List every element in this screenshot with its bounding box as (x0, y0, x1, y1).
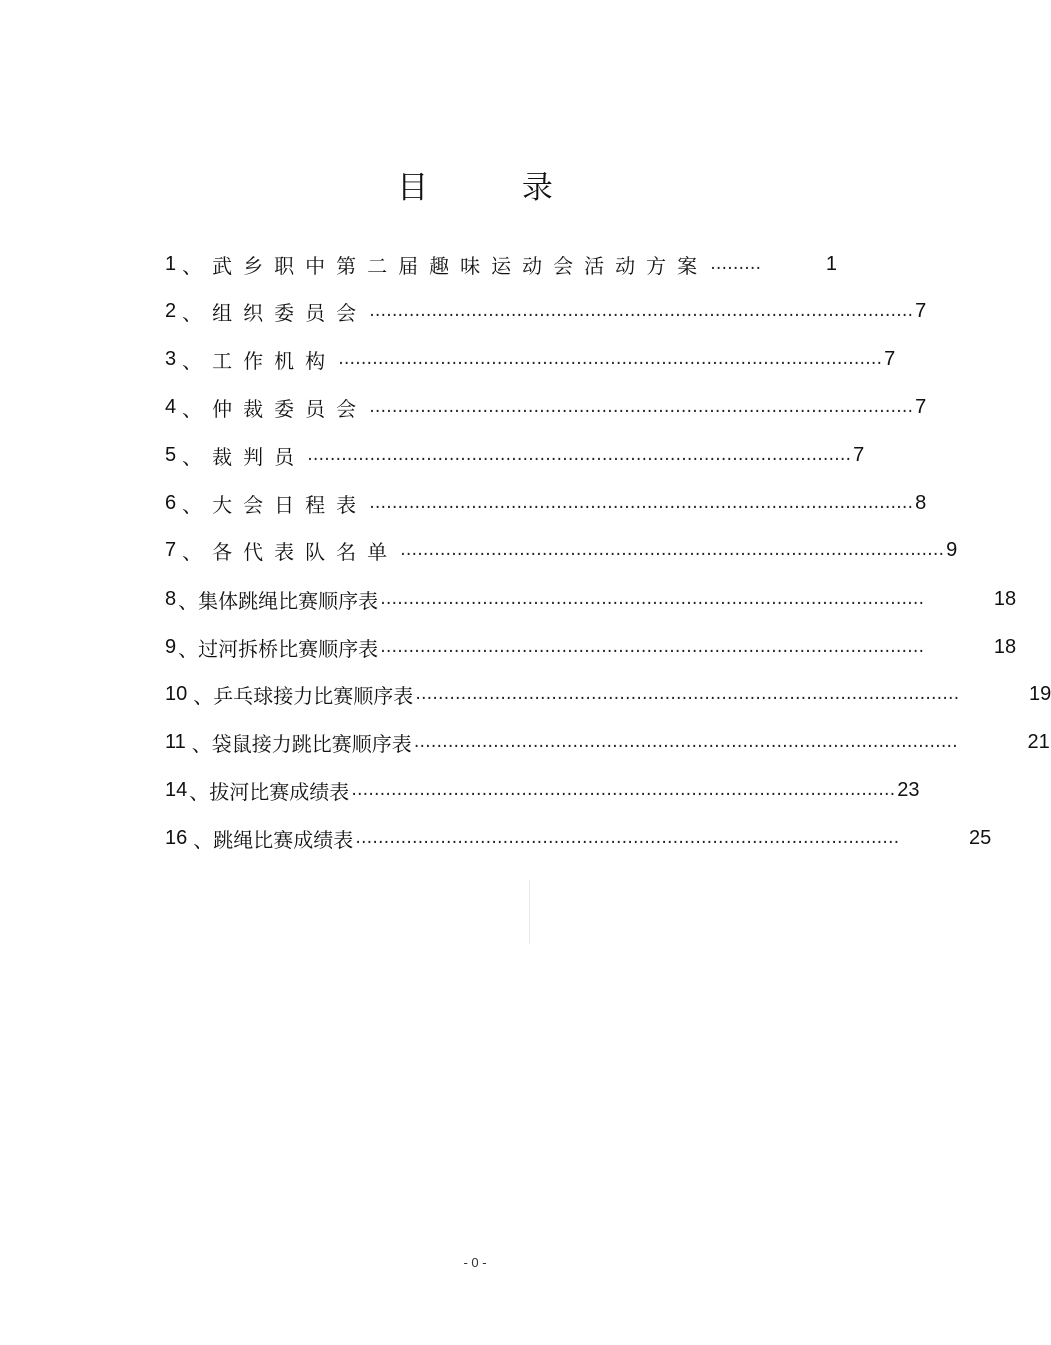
toc-entry-leader: …………………………………………………………………………………… (380, 589, 925, 609)
toc-entry-number: 6 (165, 491, 177, 514)
toc-entry-number: 11 (165, 730, 186, 753)
toc-entry-leader: …………………………………………………………………………………… (351, 780, 896, 800)
toc-entry-page: 18 (993, 635, 1017, 658)
toc-entry-4[interactable] (165, 389, 927, 425)
toc-entry-title: 武乡职中第二届趣味运动会活动方案 (212, 253, 709, 278)
toc-entry-11[interactable] (165, 724, 1050, 760)
toc-entry-page: 8 (915, 491, 927, 514)
toc-entry-number: 7 (165, 538, 177, 561)
toc-entry-number: 16 (165, 826, 188, 849)
toc-entry-page: 19 (1029, 682, 1051, 705)
toc-entry-title: 集体跳绳比赛顺序表 (198, 588, 379, 613)
toc-entry-separator: 、 (182, 444, 203, 469)
toc-entry-page: 7 (915, 299, 927, 322)
toc-entry-page: 23 (897, 778, 920, 801)
toc-entry-number: 14 (165, 778, 188, 801)
toc-entry-leader: …………………………………………………………………………………… (355, 828, 900, 848)
page-title: 目 录 (397, 170, 595, 206)
toc-entry-title: 大会日程表 (212, 492, 368, 517)
toc-entry-1[interactable] (165, 246, 837, 282)
divider-line (529, 880, 530, 944)
toc-entry-number: 10 (165, 682, 188, 705)
toc-entry-16[interactable] (165, 820, 992, 856)
toc-entry-number: 2 (165, 299, 177, 322)
toc-entry-separator: 、 (182, 300, 203, 325)
toc-entry-leader: …………………………………………………………………………………… (338, 349, 883, 369)
toc-entry-separator: 、 (178, 588, 199, 613)
toc-entry-separator: 、 (191, 731, 212, 756)
toc-entry-separator: 、 (193, 683, 214, 708)
toc-entry-title: 袋鼠接力跳比赛顺序表 (211, 731, 412, 756)
toc-entry-leader: …………………………………………………………………………………… (307, 445, 852, 465)
toc-entry-number: 4 (165, 395, 177, 418)
toc-entry-leader: …………………………………………………………………………………… (415, 684, 960, 704)
toc-entry-title: 拔河比赛成绩表 (209, 779, 350, 804)
toc-entry-separator: 、 (182, 539, 203, 564)
toc-entry-5[interactable] (165, 437, 865, 473)
toc-entry-number: 1 (165, 252, 177, 275)
toc-entry-number: 3 (165, 347, 177, 370)
toc-entry-title: 过河拆桥比赛顺序表 (198, 636, 379, 661)
page-number: - 0 - (463, 1255, 487, 1270)
toc-entry-page: 7 (853, 443, 865, 466)
toc-entry-leader: …………………………………………………………………………………… (380, 637, 925, 657)
toc-entry-separator: 、 (178, 636, 199, 661)
toc-entry-leader: …………………………………………………………………………………… (369, 493, 914, 513)
toc-entry-title: 乒乓球接力比赛顺序表 (213, 683, 414, 708)
toc-entry-title: 仲裁委员会 (212, 396, 368, 421)
toc-entry-number: 9 (165, 635, 177, 658)
toc-entry-title: 跳绳比赛成绩表 (213, 827, 354, 852)
toc-entry-title: 裁判员 (212, 444, 306, 469)
toc-entry-leader: …………………………………………………………………………………… (369, 301, 914, 321)
toc-entry-title: 组织委员会 (212, 300, 368, 325)
toc-entry-8[interactable] (165, 581, 1017, 617)
toc-entry-page: 9 (946, 538, 958, 561)
toc-entry-number: 8 (165, 587, 177, 610)
toc-entry-separator: 、 (182, 253, 203, 278)
toc-entry-9[interactable] (165, 629, 1017, 665)
toc-entry-page: 1 (825, 252, 837, 275)
toc-entry-14[interactable] (165, 772, 920, 808)
toc-entry-page: 18 (993, 587, 1017, 610)
toc-entry-page: 7 (915, 395, 927, 418)
toc-entry-separator: 、 (193, 827, 214, 852)
toc-entry-separator: 、 (182, 396, 203, 421)
toc-entry-page: 21 (1027, 730, 1050, 753)
toc-entry-page: 25 (969, 826, 992, 849)
toc-entry-title: 各代表队名单 (212, 539, 399, 564)
toc-entry-leader: …………………………………………………………………………………… (413, 732, 958, 752)
toc-entry-page: 7 (884, 347, 896, 370)
toc-entry-7[interactable] (165, 532, 958, 568)
toc-entry-10[interactable] (165, 676, 1051, 712)
toc-entry-leader: ……… (710, 254, 762, 274)
toc-entry-2[interactable] (165, 293, 927, 329)
toc-entry-leader: …………………………………………………………………………………… (400, 540, 945, 560)
toc-entry-leader: …………………………………………………………………………………… (369, 397, 914, 417)
toc-entry-title: 工作机构 (212, 348, 337, 373)
toc-entry-number: 5 (165, 443, 177, 466)
toc-entry-separator: 、 (182, 492, 203, 517)
toc-entry-3[interactable] (165, 341, 896, 377)
toc-entry-separator: 、 (189, 779, 210, 804)
toc-entry-6[interactable] (165, 485, 927, 521)
toc-entry-separator: 、 (182, 348, 203, 373)
